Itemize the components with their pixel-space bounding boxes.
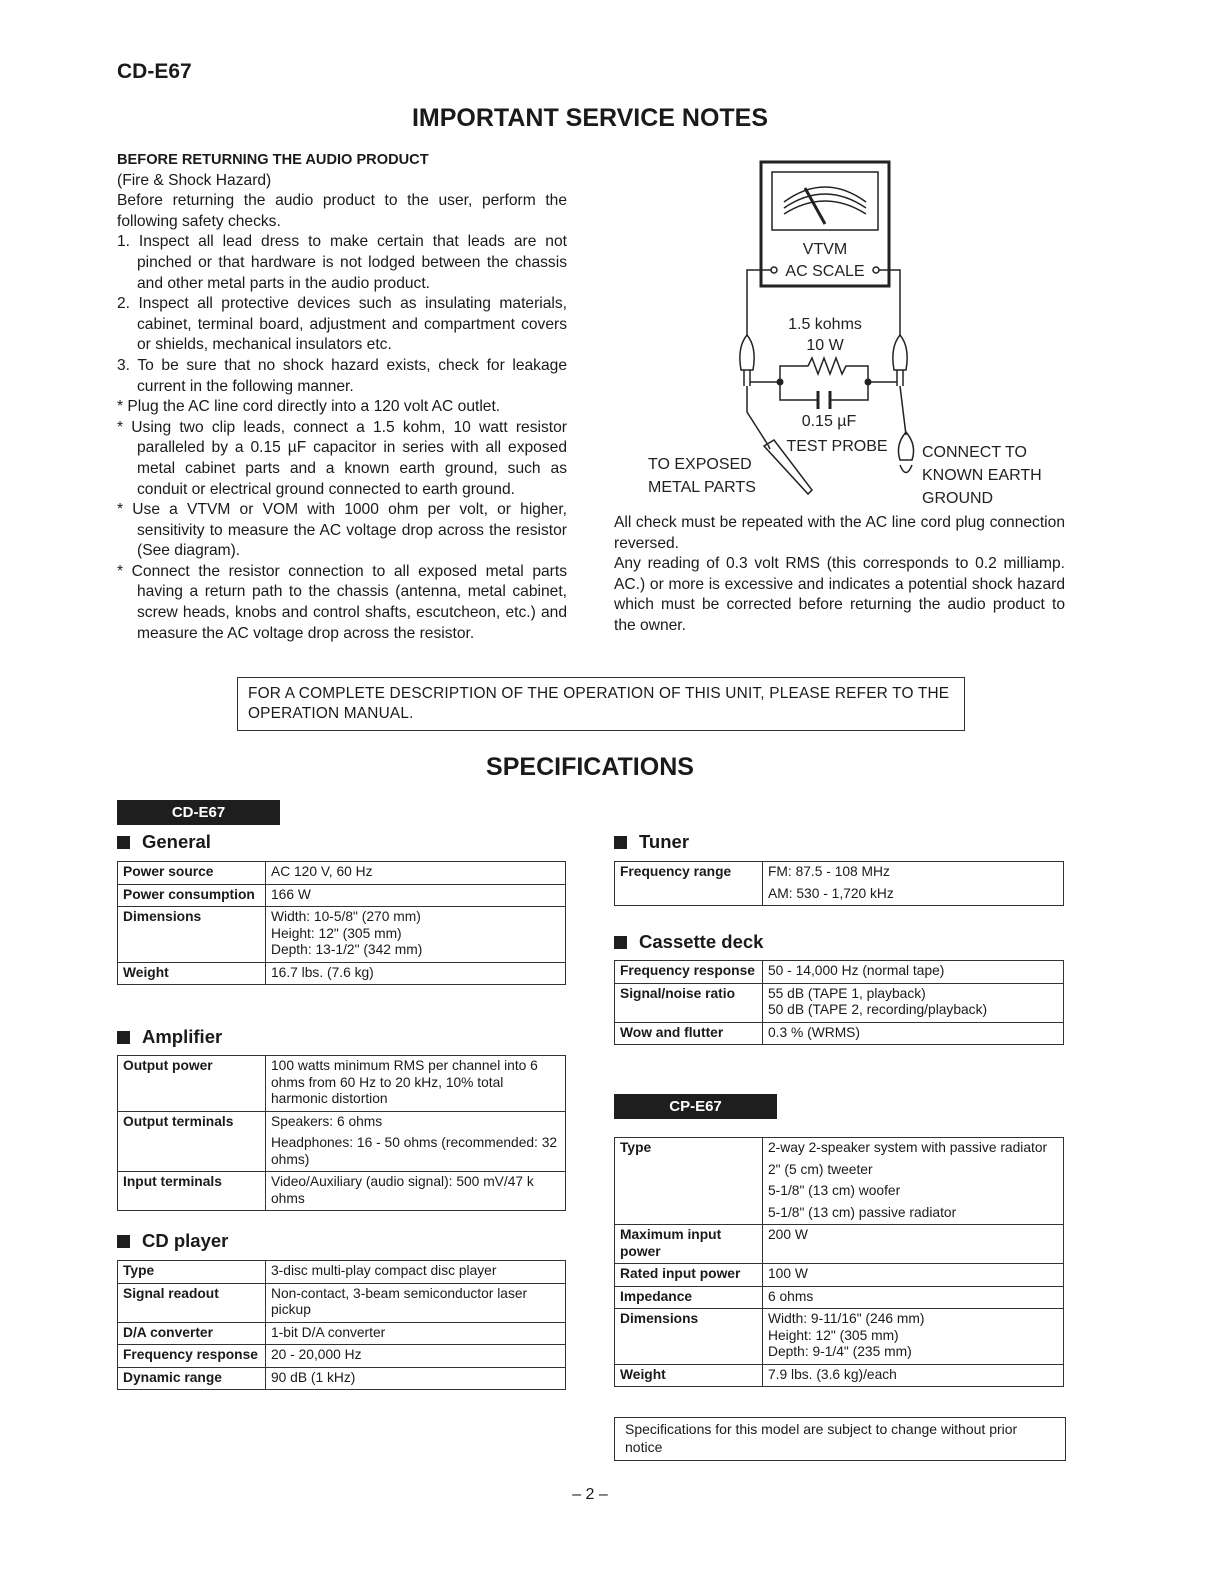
spec-key: Wow and flutter [615, 1022, 763, 1045]
spec-value-line: FM: 87.5 - 108 MHz [768, 864, 890, 879]
spec-row [615, 1264, 1064, 1287]
spec-value-line: Video/Auxiliary (audio signal): 500 mV/47 k ohms [271, 1174, 534, 1206]
spec-row [118, 907, 566, 963]
meter-terminal-left [771, 267, 777, 273]
capacitor-label: 0.15 µF [801, 413, 857, 430]
spec-table-amplifier [117, 1055, 566, 1211]
section-marker-icon [614, 836, 627, 849]
section-marker-icon [117, 836, 130, 849]
resistor-label-2: 10 W [806, 337, 844, 354]
spec-value [266, 1172, 566, 1211]
spec-key: Dynamic range [118, 1367, 266, 1390]
spec-table-general [117, 861, 566, 985]
model-tag-cd-e67: CD-E67 [117, 800, 280, 825]
spec-value-line: Speakers: 6 ohms [271, 1113, 383, 1129]
spec-table-cassette-deck [614, 960, 1064, 1045]
spec-row [615, 983, 1064, 1022]
clip-lead-left [740, 335, 754, 370]
spec-table-tuner [614, 861, 1064, 906]
spec-value [266, 1056, 566, 1112]
spec-value [763, 1286, 1064, 1309]
spec-row [118, 1056, 566, 1112]
spec-row [118, 1322, 566, 1345]
spec-value-line: 1-bit D/A converter [271, 1324, 386, 1340]
spec-row [118, 1111, 566, 1172]
spec-value-line: 100 watts minimum RMS per channel into 6 ohms from 60 Hz to 20 kHz, 10% total harmonic distortion [271, 1058, 538, 1106]
spec-value-line: 0.3 % (WRMS) [768, 1024, 860, 1040]
spec-key: Frequency range [615, 862, 763, 906]
spec-value [763, 1225, 1064, 1264]
spec-value [266, 1345, 566, 1368]
meter-label-1: VTVM [802, 241, 848, 258]
ground-label-3: GROUND [922, 490, 994, 507]
spec-key: Type [615, 1138, 763, 1225]
spec-value [763, 862, 1064, 906]
notes-bullet: * Using two clip leads, connect a 1.5 kohm, 10 watt resistor paralleled by a 0.15 µF capacitor in series with all exposed metal cabinet parts and a known earth ground, such as conduit or electrical ground connected to earth ground. [117, 418, 567, 498]
spec-row [118, 1367, 566, 1390]
spec-row [615, 1022, 1064, 1045]
section-title: CD player [142, 1230, 229, 1251]
service-notes-continued [614, 513, 1065, 637]
spec-value-line: Width: 9-11/16" (246 mm) Height: 12" (305 mm) Depth: 9-1/4" (235 mm) [768, 1311, 925, 1359]
ground-label-2: KNOWN EARTH [922, 467, 1042, 484]
spec-row [118, 962, 566, 985]
exposed-label-2: METAL PARTS [648, 479, 756, 496]
spec-key: Signal readout [118, 1283, 266, 1322]
spec-value [266, 1322, 566, 1345]
section-title: Tuner [639, 831, 690, 852]
spec-key: Output power [118, 1056, 266, 1112]
notes-reading-text: Any reading of 0.3 volt RMS (this corresponds to 0.2 milliamp. AC.) or more is excessive and indicates a potential shock hazard which must be corrected before returning the audio product to the owner. [614, 555, 1065, 634]
spec-row [118, 884, 566, 907]
spec-value [763, 1264, 1064, 1287]
operation-manual-notice: FOR A COMPLETE DESCRIPTION OF THE OPERATION OF THIS UNIT, PLEASE REFER TO THE OPERATION MANUAL. [237, 677, 965, 731]
spec-value [266, 1111, 566, 1172]
spec-value-line: Width: 10-5/8" (270 mm) Height: 12" (305 mm) Depth: 13-1/2" (342 mm) [271, 909, 423, 957]
spec-table-speaker [614, 1137, 1064, 1387]
spec-value-line: 6 ohms [768, 1288, 814, 1304]
spec-key: Input terminals [118, 1172, 266, 1211]
notes-item: 1. Inspect all lead dress to make certain that leads are not pinched or that hardware is not lodged between the chassis and other metal parts in the audio product. [117, 233, 567, 292]
spec-key: Weight [615, 1364, 763, 1387]
spec-value [763, 1022, 1064, 1045]
spec-value-line: 100 W [768, 1266, 808, 1281]
spec-value-line: 7.9 lbs. (3.6 kg)/each [768, 1366, 897, 1382]
section-marker-icon [117, 1235, 130, 1248]
section-title: General [142, 831, 211, 852]
spec-value-line: 5-1/8" (13 cm) passive radiator [768, 1204, 957, 1220]
spec-value-line: 16.7 lbs. (7.6 kg) [271, 964, 374, 980]
spec-value-line: 3-disc multi-play compact disc player [271, 1263, 497, 1278]
spec-key: Dimensions [118, 907, 266, 963]
notes-subheading: (Fire & Shock Hazard) [117, 171, 272, 189]
section-marker-icon [614, 936, 627, 949]
spec-value-line: AM: 530 - 1,720 kHz [768, 885, 894, 901]
spec-row [118, 1172, 566, 1211]
resistor-symbol [780, 358, 868, 382]
model-number: CD-E67 [117, 60, 192, 83]
spec-value-line: 55 dB (TAPE 1, playback) 50 dB (TAPE 2, recording/playback) [768, 985, 988, 1017]
leakage-test-diagram [600, 150, 1080, 510]
spec-value-line: 90 dB (1 kHz) [271, 1369, 356, 1385]
section-title: Amplifier [142, 1026, 223, 1047]
spec-value [266, 907, 566, 963]
ground-label-1: CONNECT TO [922, 444, 1027, 461]
section-cd-player [117, 1230, 228, 1252]
spec-row [615, 961, 1064, 984]
spec-value-line: 5-1/8" (13 cm) woofer [768, 1183, 901, 1198]
spec-key: Output terminals [118, 1111, 266, 1172]
spec-row [118, 1261, 566, 1284]
spec-row [615, 1225, 1064, 1264]
spec-value-line: AC 120 V, 60 Hz [271, 864, 373, 879]
spec-key: Frequency response [615, 961, 763, 984]
spec-key: Dimensions [615, 1309, 763, 1365]
model-tag-cp-e67: CP-E67 [614, 1094, 777, 1119]
spec-row [118, 1345, 566, 1368]
spec-value [763, 1364, 1064, 1387]
clip-lead-right [893, 335, 907, 370]
spec-row [615, 1364, 1064, 1387]
specifications-title: SPECIFICATIONS [486, 753, 694, 781]
spec-row [118, 1283, 566, 1322]
spec-row [118, 862, 566, 885]
notes-heading: BEFORE RETURNING THE AUDIO PRODUCT [117, 152, 429, 168]
spec-value-line: Headphones: 16 - 50 ohms (recommended: 32 ohms) [271, 1135, 558, 1167]
spec-value [266, 884, 566, 907]
section-title: Cassette deck [639, 931, 764, 952]
section-amplifier [117, 1026, 222, 1048]
resistor-label-1: 1.5 kohms [788, 316, 862, 333]
spec-key: Frequency response [118, 1345, 266, 1368]
spec-value-line: 20 - 20,000 Hz [271, 1347, 362, 1362]
probe-label: TEST PROBE [786, 438, 888, 455]
spec-value [266, 862, 566, 885]
exposed-label-1: TO EXPOSED [648, 456, 752, 473]
notes-item: 2. Inspect all protective devices such as insulating materials, cabinet, terminal board, adjustment and compartment covers or shields, mechanical insulators etc. [117, 295, 567, 354]
page-title: IMPORTANT SERVICE NOTES [411, 104, 769, 132]
spec-value [266, 1261, 566, 1284]
spec-value [266, 962, 566, 985]
spec-key: Rated input power [615, 1264, 763, 1287]
spec-key: D/A converter [118, 1322, 266, 1345]
section-cassette-deck [614, 931, 763, 953]
spec-value-line: 2" (5 cm) tweeter [768, 1161, 873, 1177]
notes-bullet: * Use a VTVM or VOM with 1000 ohm per volt, or higher, sensitivity to measure the AC voltage drop across the resistor (See diagram). [117, 501, 567, 560]
spec-table-cd-player [117, 1260, 566, 1390]
spec-key: Power consumption [118, 884, 266, 907]
spec-value [266, 1283, 566, 1322]
section-marker-icon [117, 1031, 130, 1044]
spec-row [615, 862, 1064, 906]
notes-item: 3. To be sure that no shock hazard exists, check for leakage current in the following manner. [117, 356, 567, 395]
spec-value [763, 1138, 1064, 1225]
spec-value [266, 1367, 566, 1390]
spec-value-line: 166 W [271, 886, 311, 902]
section-general [117, 831, 211, 853]
spec-value [763, 961, 1064, 984]
notes-bullet: * Connect the resistor connection to all exposed metal parts having a return path to the chassis (antenna, metal cabinet, screw heads, knobs and control shafts, escutcheon, etc.) and measure the AC voltage drop across the resistor. [117, 562, 567, 642]
specifications-change-notice: Specifications for this model are subject to change without prior notice [614, 1417, 1066, 1461]
spec-value [763, 1309, 1064, 1365]
ground-clip [898, 432, 913, 460]
spec-key: Power source [118, 862, 266, 885]
meter-label-2: AC SCALE [785, 263, 865, 280]
spec-key: Weight [118, 962, 266, 985]
spec-value [763, 983, 1064, 1022]
meter-terminal-right [873, 267, 879, 273]
service-notes [117, 150, 567, 644]
spec-key: Signal/noise ratio [615, 983, 763, 1022]
spec-value-line: 50 - 14,000 Hz (normal tape) [768, 963, 945, 978]
spec-key: Maximum input power [615, 1225, 763, 1264]
spec-value-line: Non-contact, 3-beam semiconductor laser pickup [271, 1285, 528, 1317]
spec-value-line: 2-way 2-speaker system with passive radiator [768, 1140, 1048, 1155]
spec-key: Type [118, 1261, 266, 1284]
notes-intro: Before returning the audio product to the user, perform the following safety checks. [117, 192, 567, 230]
section-tuner [614, 831, 689, 853]
spec-key: Impedance [615, 1286, 763, 1309]
spec-row [615, 1309, 1064, 1365]
notes-bullet: * Plug the AC line cord directly into a 120 volt AC outlet. [117, 398, 501, 416]
page-number: – 2 – [572, 1486, 608, 1503]
notes-repeat-text: All check must be repeated with the AC line cord plug connection reversed. [614, 514, 1065, 552]
spec-value-line: 200 W [768, 1227, 808, 1242]
spec-row [615, 1138, 1064, 1225]
spec-row [615, 1286, 1064, 1309]
